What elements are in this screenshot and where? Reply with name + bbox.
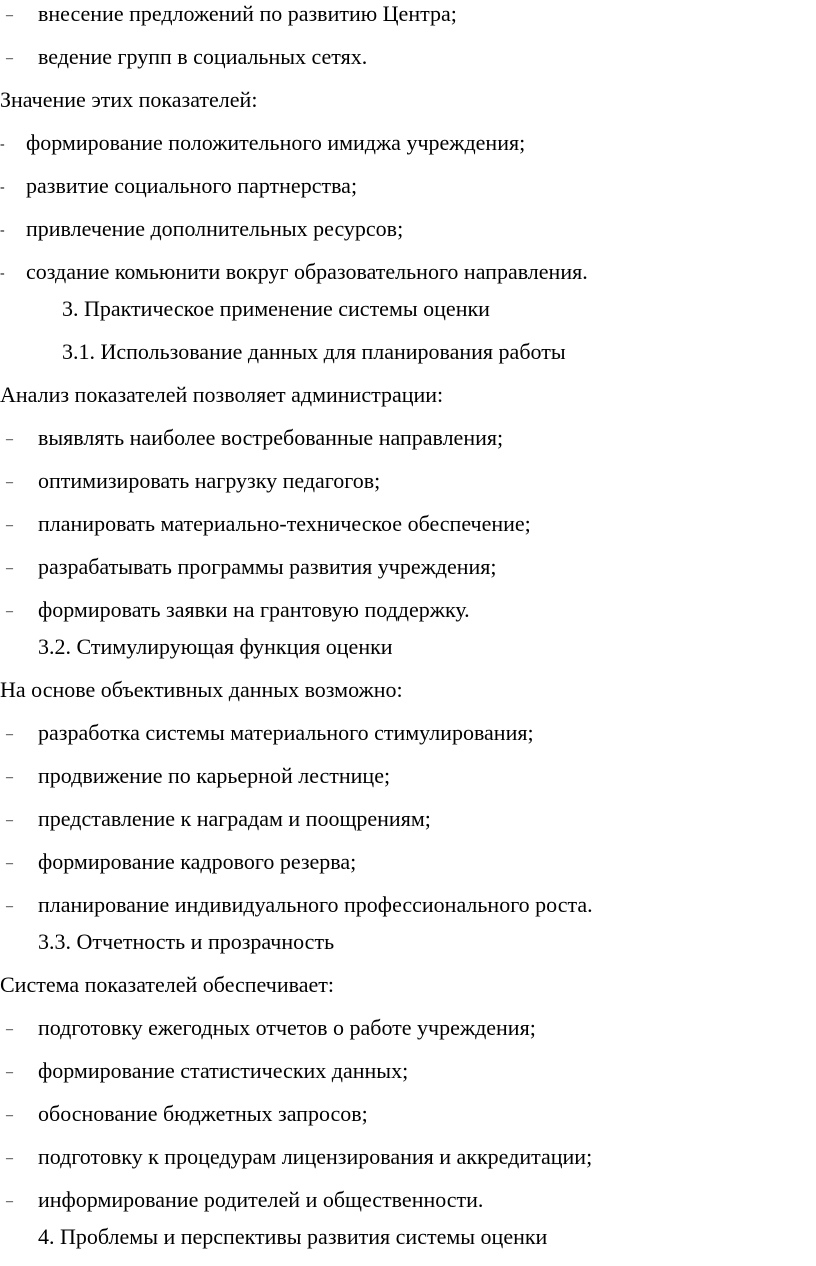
list-dash: - bbox=[0, 180, 5, 195]
subsection-heading: 3.2. Стимулирующая функция оценки bbox=[38, 634, 393, 659]
list-item-text: формировать заявки на грантовую поддержку. bbox=[38, 597, 470, 622]
list-item-text: формирование кадрового резерва; bbox=[38, 849, 357, 874]
list-dash: – bbox=[6, 475, 13, 490]
subsection-heading: 3.1. Использование данных для планирования работы bbox=[62, 339, 566, 364]
list-item-text: разработка системы материального стимулирования; bbox=[38, 720, 534, 745]
list-item-text: внесение предложений по развитию Центра; bbox=[38, 1, 457, 26]
paragraph-lead: Система показателей обеспечивает: bbox=[0, 972, 334, 997]
list-item-text: обоснование бюджетных запросов; bbox=[38, 1101, 368, 1126]
list-dash: – bbox=[6, 813, 13, 828]
list-item-text: ведение групп в социальных сетях. bbox=[38, 44, 368, 69]
list-item-text: информирование родителей и общественности. bbox=[38, 1187, 484, 1212]
list-dash: – bbox=[6, 1022, 13, 1037]
list-item-text: создание комьюнити вокруг образовательного направления. bbox=[26, 259, 588, 284]
list-dash: – bbox=[6, 899, 13, 914]
list-item-text: планировать материально-техническое обеспечение; bbox=[38, 511, 531, 536]
list-dash: - bbox=[0, 137, 5, 152]
list-item-text: выявлять наиболее востребованные направления; bbox=[38, 425, 504, 450]
list-dash: – bbox=[6, 1151, 13, 1166]
list-item-text: представление к наградам и поощрениям; bbox=[38, 806, 431, 831]
list-item-text: формирование положительного имиджа учреждения; bbox=[26, 130, 526, 155]
list-item-text: развитие социального партнерства; bbox=[26, 173, 358, 198]
list-dash: – bbox=[6, 51, 13, 66]
list-item-text: подготовку ежегодных отчетов о работе учреждения; bbox=[38, 1015, 536, 1040]
list-dash: – bbox=[6, 1065, 13, 1080]
paragraph-lead: Анализ показателей позволяет администрации: bbox=[0, 382, 444, 407]
section-heading: 4. Проблемы и перспективы развития системы оценки bbox=[38, 1224, 548, 1249]
paragraph-lead: Значение этих показателей: bbox=[0, 87, 258, 112]
subsection-heading: 3.3. Отчетность и прозрачность bbox=[38, 929, 335, 954]
list-dash: – bbox=[6, 561, 13, 576]
list-dash: - bbox=[0, 223, 5, 238]
list-dash: – bbox=[6, 727, 13, 742]
list-dash: – bbox=[6, 432, 13, 447]
list-item-text: разрабатывать программы развития учреждения; bbox=[38, 554, 497, 579]
list-dash: – bbox=[6, 856, 13, 871]
paragraph-lead: На основе объективных данных возможно: bbox=[0, 677, 403, 702]
list-dash: – bbox=[6, 1194, 13, 1209]
list-item-text: формирование статистических данных; bbox=[38, 1058, 409, 1083]
list-item-text: привлечение дополнительных ресурсов; bbox=[26, 216, 404, 241]
section-heading: 3. Практическое применение системы оценки bbox=[62, 296, 490, 321]
list-dash: – bbox=[6, 1108, 13, 1123]
list-dash: – bbox=[6, 604, 13, 619]
list-dash: - bbox=[0, 266, 5, 281]
list-item-text: оптимизировать нагрузку педагогов; bbox=[38, 468, 381, 493]
list-item-text: планирование индивидуального профессионального роста. bbox=[38, 892, 593, 917]
list-item-text: подготовку к процедурам лицензирования и аккредитации; bbox=[38, 1144, 593, 1169]
list-item-text: продвижение по карьерной лестнице; bbox=[38, 763, 391, 788]
list-dash: – bbox=[6, 8, 13, 23]
list-dash: – bbox=[6, 518, 13, 533]
list-dash: – bbox=[6, 770, 13, 785]
